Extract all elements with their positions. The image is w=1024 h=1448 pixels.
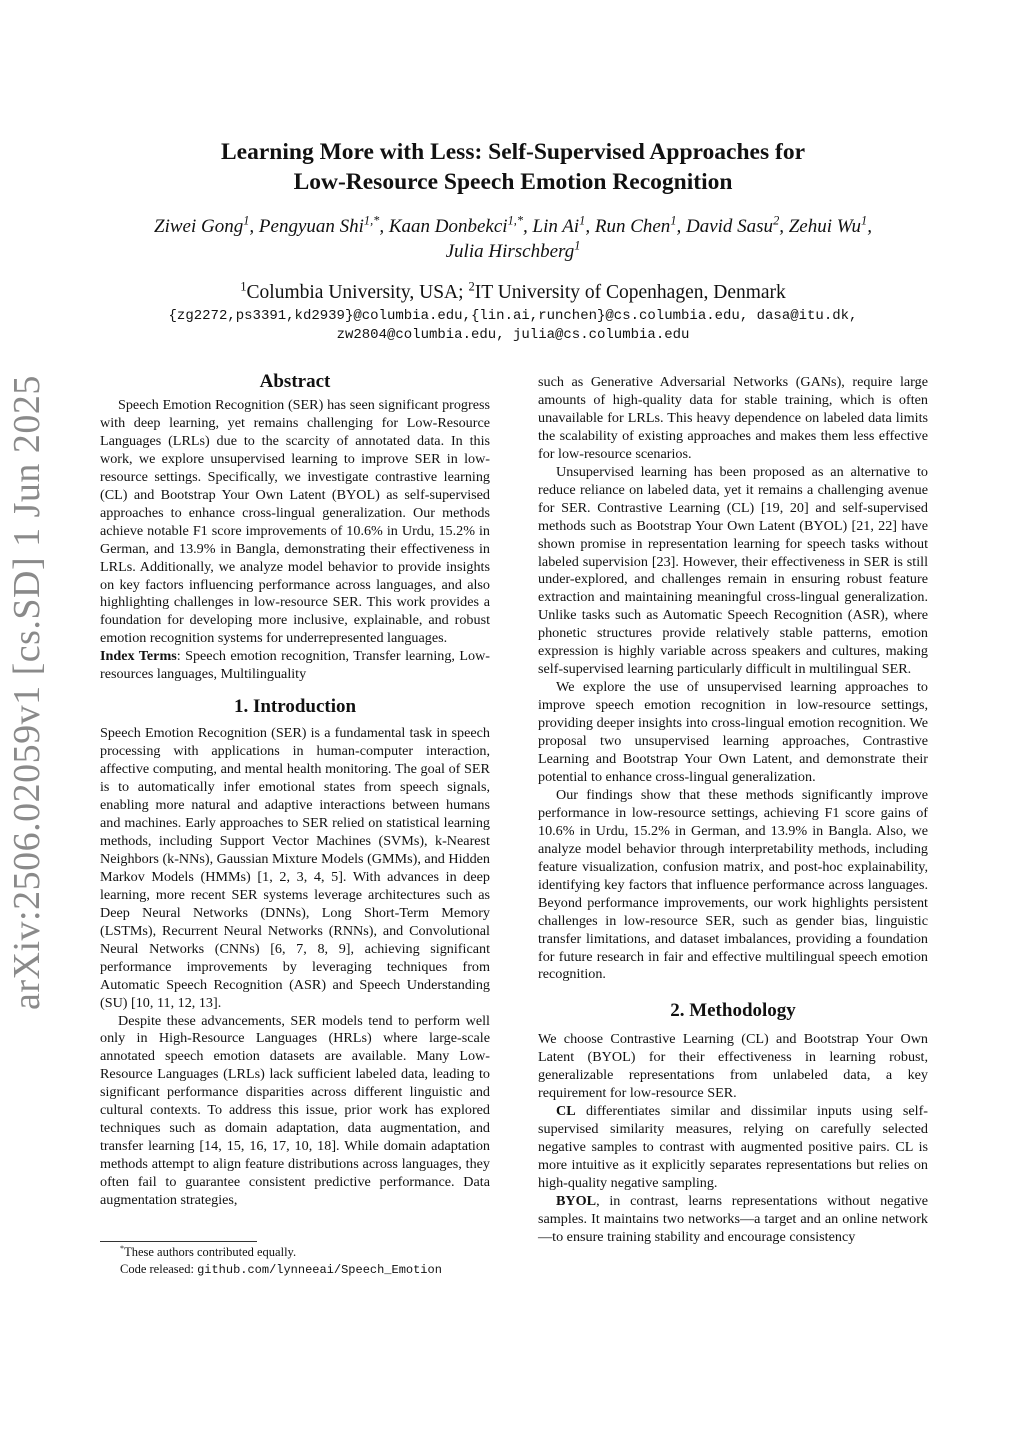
- intro-paragraph-1: Speech Emotion Recognition (SER) is a fundamental task in speech processing with applications in human-computer interaction, affective computing, and mental health monitoring. The goal of SER is to automatically infer emotional states from speech signals, enabling more natural and adaptive interactions between humans and machines. Early approaches to SER relied on statistical learning methods, including Support Vector Machines (SVMs), k-Nearest Neighbors (k-NNs), Gaussian Mixture Models (GMMs), and Hidden Markov Models (HMMs) [1, 2, 3, 4, 5]. With advances in deep learning, more recent SER systems leverage architectures such as Deep Neural Networks (DNNs), Long Short-Term Memory (LSTMs), Recurrent Neural Networks (RNNs), and Convolutional Neural Networks (CNNs) [6, 7, 8, 9], achieving significant performance improvements by leveraging techniques from Automatic Speech Recognition (ASR) and Speech Understanding (SU) [10, 11, 12, 13].: [100, 725, 490, 1011]
- footnotes: [100, 1244, 500, 1279]
- abstract-text: Speech Emotion Recognition (SER) has seen significant progress with deep learning, yet remains challenging for Low-Resource Languages (LRLs) due to the scarcity of annotated data. In this work, we explore unsupervised learning to improve SER in low-resource settings. Specifically, we investigate contrastive learning (CL) and Bootstrap Your Own Latent (BYOL) as self-supervised approaches to enhance cross-lingual generalization. Our methods achieve notable F1 score improvements of 10.6% in Urdu, 15.2% in German, and 13.9% in Bangla, demonstrating their effectiveness in LRLs. Additionally, we analyze model behavior to provide insights on key factors influencing performance across languages, and also highlighting challenges in low-resource SER. This work provides a foundation for developing more inclusive, explainable, and robust emotion recognition systems for underrepresented languages.: [100, 397, 490, 647]
- author-emails: [100, 307, 926, 345]
- affiliations: $^1$Columbia University, USA; $^2$IT University of Copenhagen, Denmark: [240, 279, 786, 303]
- title-line-1: Learning More with Less: Self-Supervised Approaches for: [220, 139, 805, 165]
- methodology-heading: 2. Methodology: [670, 1000, 796, 1022]
- author: Julia Hirschberg$^1$: [445, 238, 581, 262]
- intro-paragraph-2-continued: such as Generative Adversarial Networks (GANs), require large amounts of high-quality data for stable training, which is often unavailable for LRLs. This heavy dependence on labeled data limits the scalability of existing approaches and makes them less effective for low-resource scenarios.: [538, 374, 928, 462]
- email-line-1: {zg2272,ps3391,kd2939}@columbia.edu,{lin.ai,runchen}@cs.columbia.edu, dasa@itu.dk,: [168, 308, 858, 324]
- left-column: [100, 370, 490, 1210]
- author: Ziwei Gong$^1$,: [154, 213, 259, 237]
- author: Kaan Donbekci$^{1,*}$,: [388, 213, 533, 237]
- abstract-heading: Abstract: [259, 371, 331, 392]
- author: Lin Ai$^1$,: [532, 213, 595, 237]
- paper-title: [100, 137, 926, 197]
- email-line-2: zw2804@columbia.edu, julia@cs.columbia.edu: [336, 327, 690, 343]
- author: Zehui Wu$^1$,: [788, 213, 872, 237]
- methodology-paragraph-1: We choose Contrastive Learning (CL) and Bootstrap Your Own Latent (BYOL) for their effectiveness in learning robust, generalizable representations from unlabeled data, a key requirement for low-resource SER.: [538, 1031, 928, 1102]
- author: Run Chen$^1$,: [594, 213, 686, 237]
- index-terms: Index Terms: Speech emotion recognition, Transfer learning, Low-resources languages, Multilinguality: [100, 648, 491, 683]
- intro-paragraph-2: Despite these advancements, SER models tend to perform well only in High-Resource Languages (HRLs) where large-scale annotated speech emotion datasets are available. Many Low-Resource Languages (LRLs) lack sufficient labeled data, leading to significant performance disparities across different linguistic and cultural contexts. To address this issue, prior work has explored techniques such as domain adaptation, data augmentation, and transfer learning [14, 15, 16, 17, 10, 18]. While domain adaptation methods attempt to align feature distributions across languages, they often fail to guarantee consistent predictive performance. Data augmentation strategies,: [100, 1012, 490, 1209]
- author-list: [100, 214, 926, 264]
- footnote-equal-contribution: *These authors contributed equally.: [120, 1243, 297, 1259]
- footnote-rule: [100, 1241, 257, 1242]
- footnote-code-release: Code released: github.com/lynneeai/Speech_Emotion: [120, 1262, 442, 1277]
- title-line-2: Low-Resource Speech Emotion Recognition: [293, 169, 733, 195]
- introduction-heading: 1. Introduction: [233, 696, 357, 718]
- intro-paragraph-5: Our findings show that these methods significantly improve performance in low-resource settings, achieving F1 score gains of 10.6% in Urdu, 15.2% in German, and 13.9% in Bangla. Also, we analyze model behavior through interpretability methods, including feature visualization, confusion matrix, and post-hoc explainability, identifying key factors that influence performance across languages. Beyond performance improvements, our work highlights persistent challenges in low-resource SER, such as gender bias, linguistic transfer limitations, and dataset imbalances, providing a foundation for future research in fair and effective multilingual speech emotion recognition.: [538, 786, 928, 983]
- right-column: [538, 374, 928, 1247]
- intro-paragraph-4: We explore the use of unsupervised learning approaches to improve speech emotion recognition in low-resource settings, providing deeper insights into cross-lingual emotion recognition. We proposal two unsupervised learning approaches, Contrastive Learning and Bootstrap Your Own Latent, and demonstrate their potential to enhance cross-lingual generalization.: [538, 679, 928, 785]
- intro-paragraph-3: Unsupervised learning has been proposed as an alternative to reduce reliance on labeled data, yet it remains a challenging avenue for SER. Contrastive Learning (CL) [19, 20] and self-supervised methods such as Bootstrap Your Own Latent (BYOL) [21, 22] have shown promise in representation learning for speech tasks without labeled supervision [23]. However, their effectiveness in SER is still under-explored, and challenges remain in ensuring robust feature extraction and maintaining meaningful cross-lingual generalization. Unlike tasks such as Automatic Speech Recognition (ASR), where phonetic structures provide relatively stable patterns, emotion expression is highly variable across speakers and cultures, making self-supervised learning particularly difficult in multilingual SER.: [538, 463, 928, 678]
- arxiv-identifier: arXiv:2506.02059v1 [cs.SD] 1 Jun 2025: [6, 375, 48, 1010]
- author: Pengyuan Shi$^{1,*}$,: [258, 213, 389, 237]
- methodology-byol-paragraph: BYOL, in contrast, learns representations without negative samples. It maintains two networks—a target and an online network—to ensure training stability and encourage consistency: [538, 1192, 928, 1245]
- methodology-cl-paragraph: CL differentiates similar and dissimilar inputs using self-supervised similarity measures, relying on carefully selected negative samples to contrast with augmented positive pairs. CL is more intuitive as it explicitly separates representations but relies on high-quality negative sampling.: [538, 1103, 928, 1192]
- author: David Sasu$^2$,: [685, 213, 789, 237]
- code-link[interactable]: github.com/lynneeai/Speech_Emotion: [197, 1263, 442, 1277]
